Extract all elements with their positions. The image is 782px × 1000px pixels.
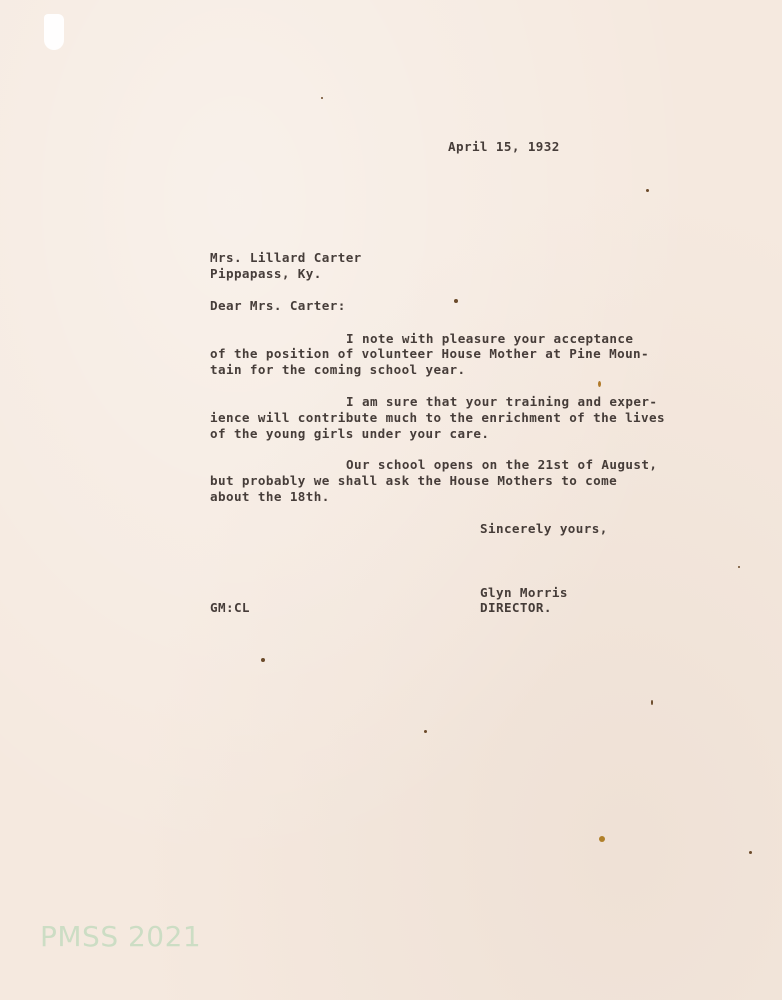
closing: Sincerely yours,: [480, 521, 608, 536]
paper-speck: [261, 658, 265, 662]
paragraph-1-line-2: of the position of volunteer House Mother at Pine Moun-: [210, 346, 650, 361]
paper-speck: [454, 299, 458, 303]
paragraph-1-line-1: I note with pleasure your acceptance: [346, 331, 634, 346]
paragraph-1-line-3: tain for the coming school year.: [210, 362, 466, 377]
signer-name: Glyn Morris: [480, 585, 568, 600]
paragraph-2-line-1: I am sure that your training and exper-: [346, 394, 658, 409]
paragraph-3-line-1: Our school opens on the 21st of August,: [346, 457, 658, 472]
paper-tear-mark: [44, 14, 64, 50]
reference-initials: GM:CL: [210, 600, 250, 615]
paper-speck: [424, 730, 427, 733]
paper-speck: [599, 836, 605, 842]
paper-speck: [321, 97, 323, 99]
recipient-name: Mrs. Lillard Carter: [210, 250, 362, 265]
letter-date: April 15, 1932: [448, 139, 560, 154]
archive-watermark: PMSS 2021: [40, 920, 202, 953]
paper-speck: [749, 851, 752, 854]
paper-speck: [598, 381, 601, 387]
signer-title: DIRECTOR.: [480, 600, 552, 615]
paragraph-3-line-2: but probably we shall ask the House Mothers to come: [210, 473, 618, 488]
paragraph-3-line-3: about the 18th.: [210, 489, 330, 504]
paragraph-2-line-2: ience will contribute much to the enrichment of the lives: [210, 410, 665, 425]
paper-speck: [651, 700, 653, 705]
salutation: Dear Mrs. Carter:: [210, 298, 346, 313]
paper-speck: [738, 566, 740, 568]
paper-speck: [646, 189, 649, 192]
paragraph-2-line-3: of the young girls under your care.: [210, 426, 490, 441]
recipient-address: Pippapass, Ky.: [210, 266, 322, 281]
